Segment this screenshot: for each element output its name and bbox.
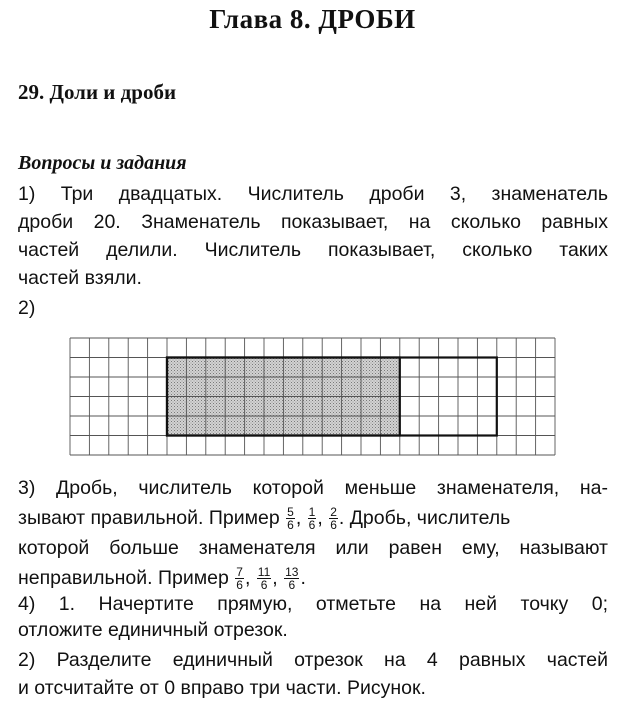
fraction-1-6 <box>308 506 317 531</box>
item4-line1: 4) 1. Начертите прямую, отметьте на ней точку 0; <box>18 593 608 615</box>
comma: , <box>317 507 323 529</box>
fraction-5-6 <box>286 506 295 531</box>
item5-line2: и отсчитайте от 0 вправо три части. Рисунок. <box>18 677 426 699</box>
item3-line3: которой больше знаменателя или равен ему, называют <box>18 537 608 559</box>
fraction-denominator: 6 <box>308 518 316 533</box>
fraction-numerator: 5 <box>287 505 294 520</box>
grid-svg <box>69 337 561 459</box>
fraction-denominator: 6 <box>260 578 268 593</box>
item1-line2: дроби 20. Знаменатель показывает, на сколько равных <box>18 211 608 233</box>
item2-label: 2) <box>18 297 36 319</box>
comma: , <box>295 507 302 529</box>
comma: , <box>244 567 251 589</box>
item1-line4: частей взяли. <box>18 267 142 289</box>
fraction-denominator: 6 <box>236 578 243 593</box>
fraction-7-6 <box>235 566 244 591</box>
questions-heading: Вопросы и задания <box>18 152 187 174</box>
item3-line2 <box>18 504 608 532</box>
item3-line2-tail: . Дробь, числитель <box>338 507 511 529</box>
fraction-11-6 <box>257 566 271 591</box>
comma: , <box>272 567 278 589</box>
fraction-denominator: 6 <box>330 518 337 533</box>
fraction-numerator: 7 <box>236 565 243 580</box>
item1-line3: частей делили. Числитель показывает, сколько таких <box>18 239 608 261</box>
fraction-numerator: 13 <box>285 565 299 580</box>
item5-line1: 2) Разделите единичный отрезок на 4 равных частей <box>18 649 608 671</box>
chapter-title: Глава 8. ДРОБИ <box>209 4 416 34</box>
grid-figure <box>69 337 561 464</box>
fraction-numerator: 1 <box>308 505 316 520</box>
fraction-denominator: 6 <box>287 518 294 533</box>
section-title: 29. Доли и дроби <box>18 80 177 104</box>
item3-line4-text: неправильной. Пример <box>18 567 229 589</box>
item1-line1: 1) Три двадцатых. Числитель дроби 3, знаменатель <box>18 183 608 205</box>
fraction-2-6 <box>329 506 338 531</box>
fraction-13-6 <box>284 566 299 591</box>
fraction-numerator: 11 <box>257 565 271 580</box>
fraction-denominator: 6 <box>288 578 296 593</box>
item3-line1: 3) Дробь, числитель которой меньше знаменателя, на- <box>18 477 608 499</box>
item3-line4 <box>18 564 608 592</box>
item3-line2-text: зывают правильной. Пример <box>18 507 280 529</box>
item4-line2: отложите единичный отрезок. <box>18 619 288 641</box>
fraction-numerator: 2 <box>330 505 337 520</box>
period: . <box>300 567 306 589</box>
